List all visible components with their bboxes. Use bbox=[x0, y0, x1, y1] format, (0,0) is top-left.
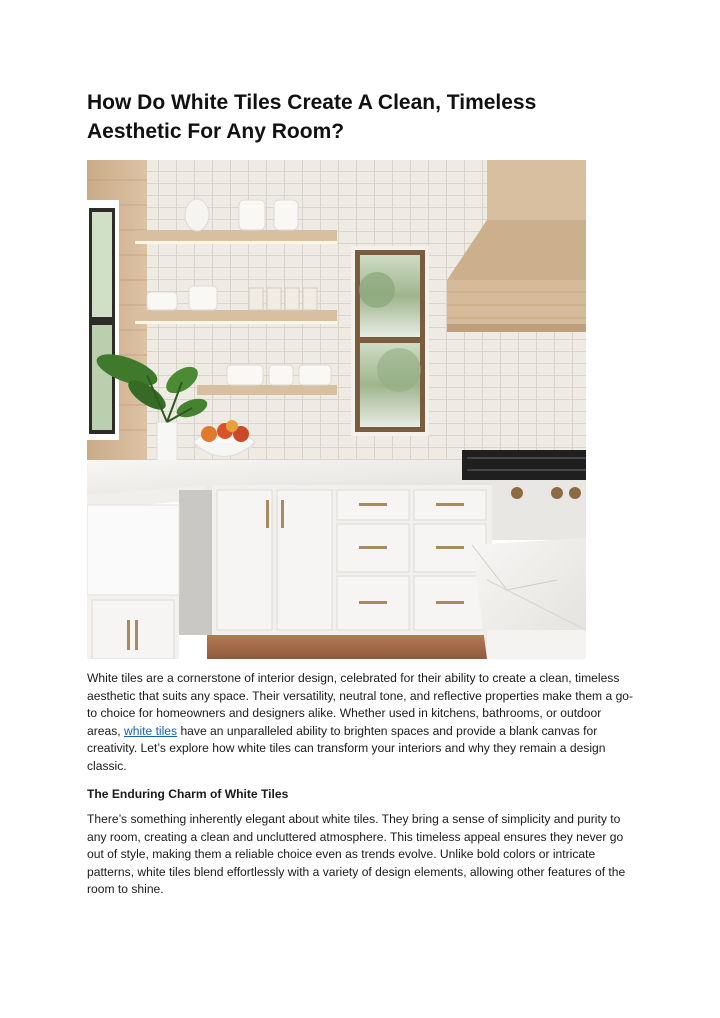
intro-text-end: have an unparalleled ability to brighten spaces and provide a blank canvas for creativity. Let’s explore how white tiles can transform your interiors and why they remain a design classic. bbox=[87, 723, 606, 773]
section-heading: The Enduring Charm of White Tiles bbox=[87, 787, 289, 801]
kitchen-photo bbox=[87, 160, 586, 659]
white-tiles-link[interactable]: white tiles bbox=[123, 723, 178, 738]
intro-text-start: White tiles are a cornerstone of interior design, celebrated for their ability to create a clean, timeless aesthetic that suits any space. Their versatility, neutral tone, and reflective properties make them a go-to choice for homeowners and designers alike. Whether used in kitchens, bathrooms, or outdoor areas, bbox=[87, 671, 634, 738]
section-paragraph: There’s something inherently elegant about white tiles. They bring a sense of simplicity and purity to any room, creating a clean and uncluttered atmosphere. This timeless appeal ensures they never go out of style, making them a reliable choice even as trends evolve. Unlike bold colors or intricate patterns, white tiles blend effortlessly with a variety of design elements, allowing other features of the room to shine. bbox=[87, 812, 626, 897]
intro-paragraph bbox=[87, 670, 635, 776]
article-title: How Do White Tiles Create A Clean, Timeless Aesthetic For Any Room? bbox=[87, 91, 537, 143]
